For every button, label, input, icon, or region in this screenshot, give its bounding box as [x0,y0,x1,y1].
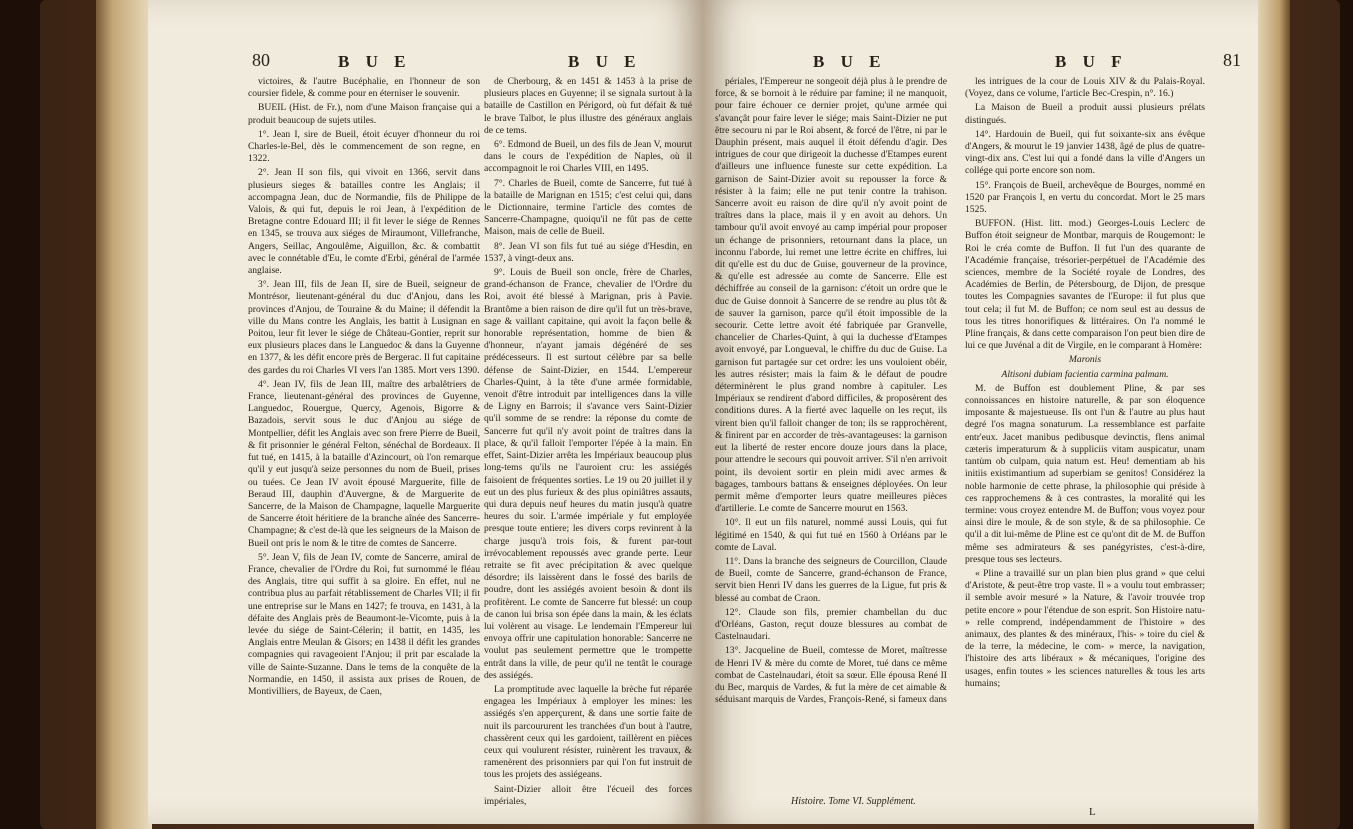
paragraph: 11°. Dans la branche des seigneurs de Courcillon, Claude de Bueil, comte de Sancerre, grand-échanson de France, servit bien Henri IV dans les guerres de la Ligue, fut pris & blessé au combat de Craon. [715,555,947,604]
left-page-edges [96,0,152,829]
paragraph: Saint-Dizier alloit être l'écueil des forces impériales, [484,783,692,807]
paragraph: 12°. Claude son fils, premier chambellan du duc d'Orléans, Gaston, reçut douze blessures au combat de Castelnaudari. [715,606,947,643]
text-column [248,76,480,700]
paragraph: Altisoni dubiam facientia carmina palmam. [1001,368,1169,380]
running-head: B U F [1055,52,1128,71]
running-head: B U E [813,52,887,71]
text-column [965,76,1205,692]
paragraph: 2°. Jean II son fils, qui vivoit en 1366, servit dans plusieurs sieges & batailles contre les Anglais; il accompagna Jean, duc de Normandie, fils de Philippe de Valois, & qui fut, depuis le roi Jean, à l'expédition de Bretagne contre Edouard III; il fit lever le siége de Rennes en 1345, se trouva aux siéges de Miraumont, Villefranche, Angers, Seillac, Angoulême, Aiguillon, &c. & combattit avec le connétable d'Eu, le comte d'Erbi, général de l'armée anglaise. [248,167,480,277]
paragraph: 13°. Jacqueline de Bueil, comtesse de Moret, maîtresse de Henri IV & mère du comte de Moret, tué dans ce même combat de Castelnaudari, étoit sa sœur. Elle épousa René II du Bec, marquis de Vardes, & fut la mère de cet aimable & séduisant marquis de Vardes, François-René, si fameux dans [715,645,947,706]
paragraph: 10°. Il eut un fils naturel, nommé aussi Louis, qui fut légitimé en 1540, & qui fut tué en 1560 à Orléans par le comte de Laval. [715,517,947,553]
paragraph: 1°. Jean I, sire de Bueil, étoit écuyer d'honneur du roi Charles-le-Bel, dès le commencement de son regne, en 1322. [248,128,480,165]
left-page [148,0,703,824]
paragraph: 5°. Jean V, fils de Jean IV, comte de Sancerre, amiral de France, chevalier de l'Ordre du Roi, fut surnommé le fléau des Anglais, titre qui suffit à sa gloire. En effet, nul ne contribua plus au parfait rétablissement de Charles VII; il fit une entreprise sur le Mans en 1427; fe trouva, en 1431, à la défaite des Anglais près de Beaumont-le-Vicomte, puis à la levée du siége de Saint-Célerin; il battit, en 1435, les Anglais entre Meulan & Gisors; en 1438 il défit les grandes compagnies qui ravageoient l'Anjou; il prit par escalade la ville de Sainte-Suzanne. Dans le tems de la conquête de la Normandie, en 1450, il assista aux prises de Rouen, de Montivilliers, de Bayeux, de Caen, [248,551,480,697]
paragraph: de Cherbourg, & en 1451 & 1453 à la prise de plusieurs places en Guyenne; il se signala surtout à la bataille de Castillon en Périgord, où fut défait & tué le brave Talbot, le plus illustre des généraux anglais de ce tems. [484,76,692,136]
right-page-edges [1254,0,1290,829]
paragraph: 4°. Jean IV, fils de Jean III, maître des arbalêtriers de France, lieutenant-général des provinces de Guyenne, Languedoc, Rouergue, Quercy, Agenois, Bigorre & Bazadois, servit sous le duc d'Anjou au siége de Montpellier, défit les Anglais avec son frere Pierre de Bueil, & fit prisonnier le général Felton, sénéchal de Bordeaux. Il fut tué, en 1415, à la bataille d'Azincourt, où l'on remarque qu'il y eut jusqu'à seize personnes du nom de Bueil, prises ou tuées. Ce Jean IV avoit épousé Marguerite, fille de Beraud III, dauphin d'Auvergne, & de Marguerite de Sancerre, de la Maison de Champagne, laquelle Marguerite de Sancerre étoit héritiere de la branche aînée des Sancerre-Champagne; & c'est de-là que les seigneurs de la Maison de Bueil ont pris le nom & le titre de comtes de Sancerre. [248,378,480,549]
page-footer: Histoire. Tome VI. Supplément. [791,796,916,807]
paragraph: victoires, & l'autre Bucéphalie, en l'honneur de son coursier fidele, & comme pour en éterniser le souvenir. [248,76,480,100]
paragraph: 14°. Hardouin de Bueil, qui fut soixante-six ans évêque d'Angers, & mourut le 19 janvier 1438, âgé de plus de quatre-vingt-dix ans. C'est lui qui a fondé dans la ville d'Angers un collége qui porte encore son nom. [965,128,1205,177]
signature-mark: L [1089,806,1096,818]
paragraph: BUEIL (Hist. de Fr.), nom d'une Maison française qui a produit beaucoup de sujets utiles. [248,102,480,126]
paragraph: « Pline a travaillé sur un plan bien plus grand » que celui d'Aristote, & peut-être trop vaste. Il » a voulu tout embrasser; il semble avoir mesuré » la Nature, & l'avoir trouvée trop petite encore » pour l'étendue de son esprit. Son Histoire natu- » relle comprend, indépendamment de l'histoire » des animaux, des plantes & des minéraux, l'his- » toire du ciel & de la terre, la médecine, le com- » merce, la navigation, l'histoire des arts libéraux » & mécaniques, l'origine des usages, enfin toutes » les sciences naturelles & tous les arts humains; [965,567,1205,689]
paragraph: 15°. François de Bueil, archevêque de Bourges, nommé en 1520 par François I, en vertu du concordat. Mort le 25 mars 1525. [965,179,1205,216]
paragraph: La Maison de Bueil a produit aussi plusieurs prélats distingués. [965,102,1205,126]
paragraph: les intrigues de la cour de Louis XIV & du Palais-Royal. (Voyez, dans ce volume, l'article Bec-Crespin, n°. 16.) [965,76,1205,100]
paragraph: Maronis [1068,354,1102,366]
paragraph: La promptitude avec laquelle la brèche fut réparée engagea les Impériaux à employer les mines: les assiégés s'en apperçurent, & dans une sortie faite de nuit ils parcoururent les tranchées d'un bout à l'autre, chassèrent ceux qui les gardoient, taillèrent en pièces ceux qui voulurent résister, ruinèrent les travaux, & ramenèrent des prisonniers par qui l'on fut instruit de tous les projets des assiégeans. [484,683,692,781]
page-number: 80 [252,50,270,70]
running-head: B U E [338,52,412,71]
paragraph: 9°. Louis de Bueil son oncle, frère de Charles, grand-échanson de France, chevalier de l'Ordre du Roi, avoit été blessé à Marignan, pris à Pavie. Brantôme a bien raison de dire qu'il fut un très-brave, sage & vaillant capitaine, qui avoit la façon belle & honorable représentation, homme de bien & d'honneur, n'ayant jamais dégénéré de ses prédécesseurs. Il est surtout célèbre par sa belle défense de Saint-Dizier, en 1544. L'empereur Charles-Quint, à la tête d'une armée formidable, venoit d'être introduit par intelligences dans la ville de Ligny en Barrois; il s'avance vers Saint-Dizier qu'il somme de se rendre: la réponse du comte de Sancerre fut qu'il n'y avoit point de traîtres dans la place, & qu'il falloit l'emporter l'épée à la main. En effet, Saint-Dizier arrêta les Impériaux beaucoup plus long-tems qu'ils ne l'auroient cru: les assiégés faisoient de fréquentes sorties. Le 19 ou 20 juillet il y eut un des plus furieux & des plus opiniâtres assauts, qui dura depuis neuf heures du matin jusqu'à quatre heures du soir. L'armée impériale y fut employée presque toute entiere; les divers corps revinrent à la charge jusqu'à trois fois, & furent par-tout irrévocablement repoussés avec grande perte. Leur retraite se fit avec précipitation & avec quelque désordre; ils laissèrent dans le fossé des barils de poudre, dont les assiégés avoient besoin & dont ils profitèrent. Le comte de Sancerre fut blessé: un coup de canon lui brisa son épée dans la main, & les éclats lui volèrent au visage. Le lendemain l'Empereur lui envoya offrir une capitulation honorable: Sancerre ne voulut pas seulement permettre que le trompette entrât dans la ville, de peur qu'il ne tentât le courage des assiégés. [484,267,692,681]
paragraph: 6°. Edmond de Bueil, un des fils de Jean V, mourut dans le cours de l'expédition de Naples, où il accompagnoit le roi Charles VIII, en 1495. [484,139,692,175]
page-number: 81 [1223,50,1241,70]
text-column [484,76,692,810]
paragraph: M. de Buffon est doublement Pline, & par ses connoissances en histoire naturelle, & par son éloquence imposante & majestueuse. Ils ont l'un & l'autre au plus haut degré l'os magna sonaturum. La ressemblance est parfaite entr'eux. Jacet manibus pedibusque devinctis, flens animal cæteris imperaturum & à suppliciis vitam auspicatur, unam tantùm ob culpam, quia natum est. Heu! dementiam ab his initiis existimantium ad superbiam se genitos! Considérez la noble harmonie de cette phrase, la philosophie qui préside à ces rapprochemens & à ces contrastes, la moralité qui les termine: vous croyez entendre M. de Buffon; vous voyez pour ainsi dire le moule, & de son style, & de sa philosophie. Ce qu'il a dit lui-même de Pline est ce qu'ont dit de M. de Buffon même ses admirateurs & ses panégyristes, c'est-à-dire, presque tous ses lecteurs. [965,382,1205,565]
paragraph: 3°. Jean III, fils de Jean II, sire de Bueil, seigneur de Montrésor, lieutenant-général du duc d'Anjou, dans les provinces d'Anjou, de Touraine & du Maine; il défendit la ville du Mans contre les Anglais, les battit à Lusignan en Poitou, leur fit lever le siége de Château-Gontier, reprit sur eux plusieurs places dans le Languedoc & dans la Guyenne en 1377, & les défit encore près de Bergerac. Il fut capitaine des gardes du roi Charles VI vers l'an 1385. Mort vers 1390. [248,279,480,376]
paragraph: périales, l'Empereur ne songeoit déjà plus à le prendre de force, & se bornoit à le réduire par famine; il ne manquoit, pour faire échouer ce dernier projet, qu'une armée qui s'avançât pour faire lever le siége; mais Saint-Dizier ne put être secouru ni par le Roi absent, & forcé de l'être, ni par le Dauphin présent, mais auquel il étoit défendu d'agir. Des intrigues de cour que dirigeoit la duchesse d'Etampes eurent d'ailleurs une influence funeste sur cette expédition. La garnison de Saint-Dizier avoit su repousser la force & résister à la faim; elle ne put tenir contre la trahison. Sancerre avoit eu raison de dire qu'il n'y avoit point de traîtres dans la place, mais il y en avoit au dehors. Un tambour qu'il avoit envoyé au camp impérial pour proposer un échange de prisonniers, retournant dans la place, un inconnu l'aborde, lui remet une lettre écrite en chiffres, lui dit qu'elle est du duc de Guise, gouverneur de la province, & qu'elle est adressée au comte de Sancerre. Elle est déchiffrée au conseil de la garnison: c'étoit un ordre que le duc de Guise donnoit à Sancerre de se rendre au plus tôt & de sauver la garnison, parce qu'il étoit impossible de la secourir. Cette lettre avoit été fabriquée par Granvelle, chancelier de Charles-Quint, à qui la duchesse d'Etampes avoit envoyé, par Longueval, le chiffre du duc de Guise. La garnison fut partagée sur cet ordre: les uns vouloient obéir, les autres résister; mais la faim & le défaut de poudre déterminèrent le plus grand nombre à capituler. Les Impériaux se rendirent d'abord difficiles, & proposèrent des conditions dures. A la fierté avec laquelle on les reçut, ils virent bien qu'il falloit changer de ton; ils se rapprochèrent, & finirent par en accorder de très-avantageuses: la garnison eut la liberté de rester encore douze jours dans la place, pour attendre le secours qui pouvoit arriver. S'il n'en arrivoit point, ils devoient sortir en plein midi avec armes & bagages, tambours battans & enseignes déployées. On leur permit même d'emporter leurs quatre meilleures pièces d'artillerie. Le comte de Sancerre mourut en 1563. [715,76,947,515]
right-page [703,0,1258,824]
text-column [715,76,947,708]
paragraph: 7°. Charles de Bueil, comte de Sancerre, fut tué à la bataille de Marignan en 1515; c'est celui qui, dans le Dictionnaire, termine l'article des comtes de Sancerre-Champagne, quoiqu'il ne fût pas de cette Maison, mais de celle de Bueil. [484,177,692,238]
running-head: B U E [568,52,642,71]
paragraph: BUFFON. (Hist. litt. mod.) Georges-Louis Leclerc de Buffon étoit seigneur de Montbar, marquis de Rougemont: le Roi le créa comte de Buffon. Il fut l'un des quarante de l'Académie française, trésorier-perpétuel de l'Académie des sciences, membre de la Société royale de Londres, des Académies de Berlin, de Pétersbourg, de Dijon, de presque toutes les Compagnies savantes de l'Europe: il fut plus que tout cela; il fut M. de Buffon; ce nom seul est au dessus de tous les titres honorifiques & littéraires. On l'a nommé le Pline français, & dans cette comparaison l'on peut bien dire de lui ce que Juvénal a dit de Virgile, en le comparant à Homère: [965,218,1205,352]
paragraph: 8°. Jean VI son fils fut tué au siége d'Hesdin, en 1537, à vingt-deux ans. [484,240,692,264]
